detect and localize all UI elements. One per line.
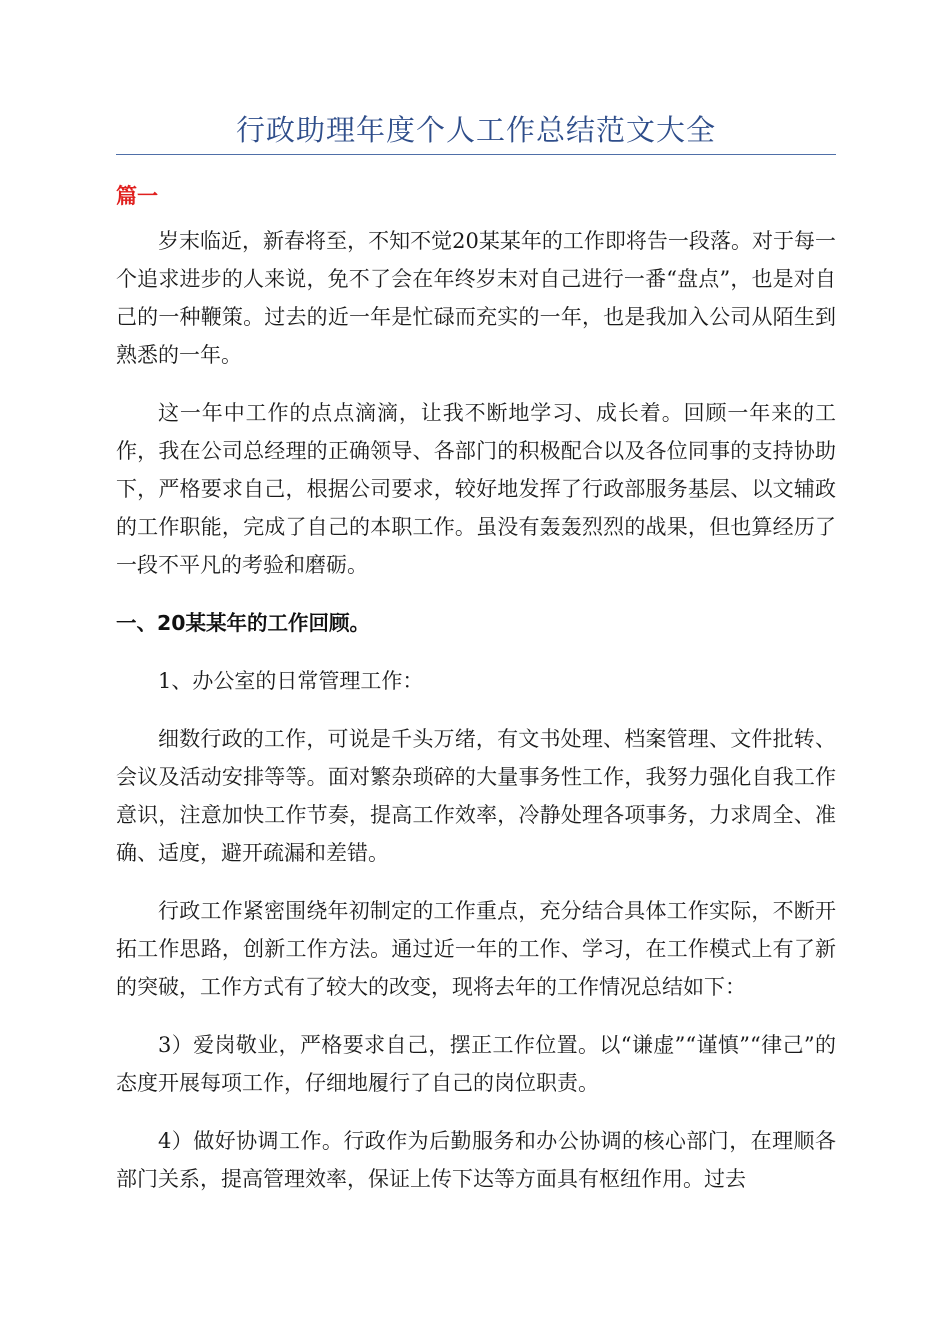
- paragraph: 4）做好协调工作。行政作为后勤服务和办公协调的核心部门，在理顺各部门关系，提高管理效率，保证上传下达等方面具有枢纽作用。过去: [116, 1129, 836, 1191]
- section-heading: 一、20某某年的工作回顾。: [116, 611, 371, 635]
- paragraph: 岁末临近，新春将至，不知不觉20某某年的工作即将告一段落。对于每一个追求进步的人来说，免不了会在年终岁末对自己进行一番“盘点”，也是对自己的一种鞭策。过去的近一年是忙碌而充实的一年，也是我加入公司从陌生到熟悉的一年。: [116, 229, 836, 367]
- paragraph: 这一年中工作的点点滴滴，让我不断地学习、成长着。回顾一年来的工作，我在公司总经理的正确领导、各部门的积极配合以及各位同事的支持协助下，严格要求自己，根据公司要求，较好地发挥了行政部服务基层、以文辅政的工作职能，完成了自己的本职工作。虽没有轰轰烈烈的战果，但也算经历了一段不平凡的考验和磨砺。: [116, 401, 836, 577]
- title-underline: [116, 154, 836, 155]
- sub-heading: 1、办公室的日常管理工作：: [158, 669, 424, 693]
- paragraph: 行政工作紧密围绕年初制定的工作重点，充分结合具体工作实际，不断开拓工作思路，创新工作方法。通过近一年的工作、学习，在工作模式上有了新的突破，工作方式有了较大的改变，现将去年的工作情况总结如下：: [116, 899, 836, 999]
- paragraph: 细数行政的工作，可说是千头万绪，有文书处理、档案管理、文件批转、会议及活动安排等等。面对繁杂琐碎的大量事务性工作，我努力强化自我工作意识，注意加快工作节奏，提高工作效率，冷静处理各项事务，力求周全、准确、适度，避开疏漏和差错。: [116, 727, 836, 865]
- paragraph: 3）爱岗敬业，严格要求自己，摆正工作位置。以“谦虚”“谨慎”“律己”的态度开展每项工作，仔细地履行了自己的岗位职责。: [116, 1033, 836, 1095]
- document-body: [116, 222, 836, 1218]
- section-label: 篇一: [116, 184, 158, 208]
- document-title: 行政助理年度个人工作总结范文大全: [235, 113, 716, 147]
